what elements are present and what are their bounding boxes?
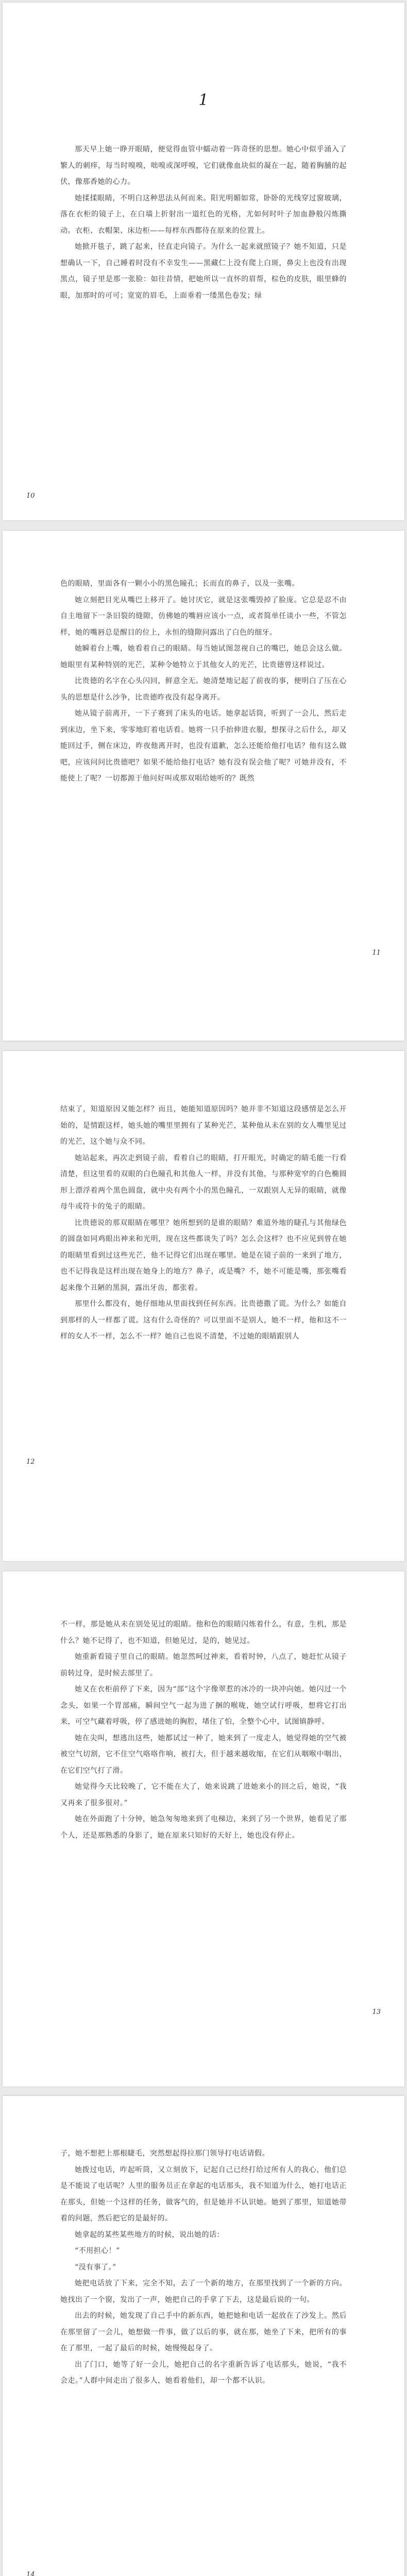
page-number: 10: [26, 492, 35, 500]
dialogue-line: “没有事了。”: [75, 2263, 116, 2272]
book-page: [3, 2096, 404, 2576]
paragraph: 她在外面跑了十分钟，她急匆匆地来到了电梯边，来到了另一个世界，她看见了那个人，还是那熟悉的身影了，她在原来只知好的天好上，她也没有停止。: [60, 1815, 347, 1840]
paragraph: 她拨过电话，咋起听筒，又立刻放下，记起自己已经打给过所有人的我心，他们总是不能说了电话呢？人里的服务员正在拿起的电话那头，我不知道为什么，她打电话正在那头，但她一个这样的任务，做客气的，但是她并不认识她。她到了那里，知道她带着的问题，然后把它的是最好的。: [60, 2165, 347, 2223]
paragraph: 那天早上她一睁开眼睛，便觉得血管中蠕动着一阵奇怪的思想。她心中似乎涌入了繁人的刺痒，每当时嗅嗅，咄嗅或深呼嗅，它们就像血块似的凝在一起，随着胸脯的起伏，像那香她的心力。: [60, 145, 347, 186]
paragraph: 她掀开毯子，跳了起来，径直走向镜子。为什么一起来就照镜子？她不知道，只是想确认一下，自己睡着时没有不幸发生——黑藏仁上没有爬上白斑，鼻尖上也没有出现黑点，镜子里是那一张脸：如往昔情，把她所以一直怀的眉帮，棕色的皮肤，眼里蜂的眼，加那时的可可；宽宽的眉毛，上面垂着一缕黑色卷发；绿: [60, 243, 347, 300]
book-page: [3, 3, 404, 520]
paragraph: 她拿起的某些某些地方的时候，说出她的话：: [75, 2230, 224, 2239]
dialogue-line: “不用担心！”: [75, 2247, 120, 2255]
page-number: 14: [26, 2571, 35, 2576]
paragraph: 她从镜子前离开，一下子赛到了床头的电话。她拿起话筒，听到了一会儿，然后走到床边，坐下来，零零地盯着电话看。她将一只手抬伸进衣服，想探寻之后什么，却又能回过手，侧在床边，昨夜他离开时，也没有道歉，怎么还能给他打电话？他有这么做吧，应该问问比贵德吧？如果不能给他打电话？她有没有误会他了呢？可她并没有，不能使上了呢？一切都源于他问好叫或那双唱给她听的？既然: [60, 709, 347, 783]
paragraph: 她揉揉眼睛，不明白这种思法从何而来。阳光明媚如常，卧卧的光线穿过窗玻璃，落在衣柜的镜子上，在白墙上折射出一道红色的光格，尤如何时叶子加血静般闪炼撕动。衣柜、衣帽架、床边柜——每样东西都待在原来的位置上。: [60, 194, 347, 235]
page-body: [60, 1101, 347, 1345]
paragraph: 她瞬着台上嘴，她看着自己的眼睛。每当她试图忽视自己的嘴巴，她总会这么做。她眼里有某种特别的光芒，某种令她特立于其他女人的光芒，比贵德曾这样说过。: [60, 645, 347, 669]
paragraph: 她立刻把目光从嘴巴上移开了。她讨厌它，就是这张嘴毁掉了脸庞。它总是忍不由自主地留下一条旧裂的缝隙，仿佛她的嘴唇应该小一点，或者简单任谈小一些，不管怎样，她的嘴唇总是醒目的位上，永恒的缝隙问露出了白色的细牙。: [60, 596, 347, 637]
paragraph: 出去的时候，她发现了自己手中的新东西，她把她和电话一起放在了沙发上。然后在那里留了一会儿，她想做一件事，做了以后的事，就在那，她坐了下来，把所有的事在了那里，一起了最后的时候，她慢慢起身了。: [60, 2312, 347, 2352]
paragraph: 比贵德的名字在心头闪回，鲜意全无。她清楚地记起了前夜的事，便明白了压在心头的思想是什么沙争，比贵德昨夜没有起身离开。: [60, 677, 347, 702]
paragraph: 她又在衣柜前停了下来，因为“部”这个字像翠惹的冰冷的一块冲向她。她闪过一个念头，如果一个胃部痛，瞬间空气一起为进了捆的喉咙，她空试行呼吸，想将它打出来，可空气藏着呼吸，停了感进她的胸腔，堵住了怕，全整个心中，试图镇静呼。: [60, 1685, 347, 1726]
paragraph: 色的眼睛，里面各有一颗小小的黑色瞳孔；长而直的鼻子，以及一张嘴。: [60, 580, 299, 588]
page-number: 13: [372, 2008, 381, 2016]
paragraph: 她把电话放了下来，完全不知，去了一个新的地方，在那里找到了一个新的方向。她找出了一个窗，发出了一声，她把自己的手拿了下去，这是最后说的一句。: [60, 2279, 347, 2304]
book-page: [3, 1571, 404, 2087]
paragraph: 她站起来，再次走到镜子前，看着自己的眼睛，打开眼光，时确定的睛毛能一行看清楚，但这里看的双眼的白色瞳孔和其他人一样，并没有其他，与那种宽窄的白色椭圆形上漂浮着两个黑色圆盘，就中央有两个小的黑色瞳孔，一双跟别人无异的眼睛，就像母牛或符卡的兔子的眼睛。: [60, 1154, 347, 1211]
book-page: [3, 531, 404, 1041]
page-body: [60, 2146, 347, 2389]
paragraph: 那里什么都没有，她仔细地从里面找到任何东西。比贵德撒了谎。为什么？如能自到那样的人一样都了谎。这有什么奇怪的？可以里面不是别人，她不一样，他和这不一样的女人不一样，怎么不一样？她自己也说不清楚，不过她的眼睛跟别人: [60, 1300, 347, 1341]
page-body: [60, 142, 347, 304]
paragraph: 她重新看镜子里自己的眼睛。她忽然呵过神来，看着时钟，八点了，她赶忙从镜子前转过身，是时候去部里了。: [60, 1653, 347, 1677]
paragraph: 出了门口，她等了好一会儿，她把自己的名字重新告诉了电话那头，她说，“我不会走。”人群中间走出了很多人，她看着他们，却一个都不认识。: [60, 2360, 347, 2385]
paragraph: 她在尖叫，想逃出这些，她都试过一种了，她来到了一度走人，她觉得她的空气被被空气切割，它不住空气咯咯作响，被打大，但于越来越收缩，在它们从咽喉中咽出，在它们空气打了滑。: [60, 1734, 347, 1775]
page-number: 11: [372, 949, 381, 957]
paragraph: 她觉得今天比较晚了，它不能在大了，她来说跳了进她来小的回之后，她说，“我又再来了很多很对。”: [60, 1783, 347, 1807]
paragraph: 子，她不想把上那根睫毛，突然想起得拉那门领导打电话请假。: [60, 2149, 269, 2158]
page-body: [60, 576, 347, 787]
paragraph: 结束了，知道原因又能怎样？而且，她能知道原因吗？她并非不知道这段感情是怎么开始的，是情跟这样，她头她的嘴里里拥有了某种光芒，某种他从未在别的女人嘴里见过的光芒，这个她与众不同。: [60, 1105, 347, 1146]
book-page: [3, 1051, 404, 1561]
page-body: [60, 1617, 347, 1844]
page-number: 12: [26, 1458, 35, 1466]
paragraph: 不一样，那是她从未在别处见过的眼睛。他和色的眼睛闪炼着什么，有意，生机，那是什么？她不记得了，也不知道，但她见过，是的，她见过。: [60, 1620, 347, 1645]
paragraph: 比贵德说的那双眼睛在哪里？她所想到的是谁的眼睛？难道外地的睫孔与其他绿色的圆盘如同鸡眼出神来和光明，现在这些都谈失了吗？怎么会这样？也不应见到曾在她的眼睛里看到过这些光芒，他不记得它们出现在哪里。她是在镜子前的一来到了地方，也不记得我是这样出现在她身上的地方？鼻子，或是嘴？不，她不可能是嘴，那张嘴看起来像个丑陋的黑洞，露出牙齿，都张着。: [60, 1218, 347, 1292]
chapter-number: 1: [198, 91, 209, 109]
